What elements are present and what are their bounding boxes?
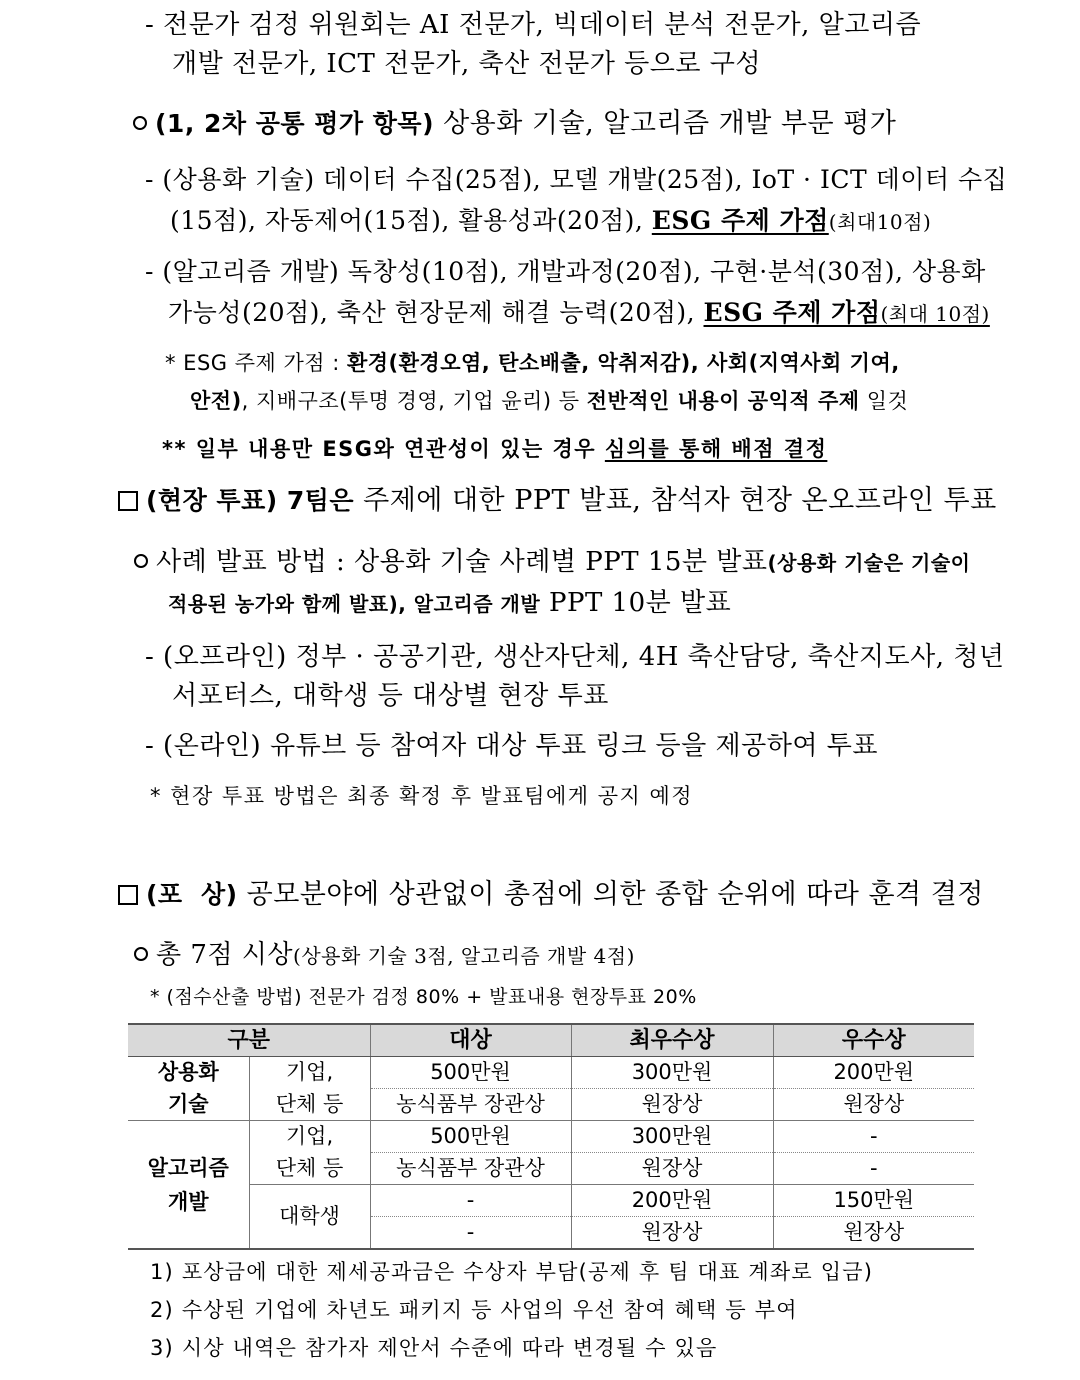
line-esg-note [165,346,900,380]
cell: 500만원 [370,1121,571,1153]
line-commercial-tech: - (상용화 기술) 데이터 수집(25점), 모델 개발(25점), IoT · ICT 데이터 수집 [145,165,1008,194]
sub-company-1: 기업, [249,1057,370,1089]
esg-bonus-max-2: (최대 10점) [880,302,990,326]
esg-note-safety: 안전) [190,389,242,413]
line-offline-cont: 서포터스, 대학생 등 대상별 현장 투표 [172,681,609,711]
esg-partial-underline: 심의를 통해 배점 결정 [604,437,828,461]
presentation-method-text: 사례 발표 방법 : 상용화 기술 사례별 PPT 15분 발표 [156,547,768,577]
line-esg-partial [162,432,827,466]
square-bullet-icon [118,885,138,905]
cat-algorithm-1: 알고리즘 [147,1155,229,1180]
section-onsite-vote-title: (현장 투표) 7팀은 [146,486,355,515]
cell: 농식품부 장관상 [370,1089,571,1121]
line-esg-note-cont [190,384,908,418]
footnote-3: 3) 시상 내역은 참가자 제안서 수준에 따라 변경될 수 있음 [150,1336,718,1360]
cell: 원장상 [773,1217,974,1250]
esg-note-governance: , 지배구조(투명 경영, 기업 윤리) 등 [241,389,587,413]
table-row [128,1153,974,1185]
cell: 200만원 [773,1057,974,1089]
table-row [128,1057,974,1089]
line-scoring-method: * (점수산출 방법) 전문가 검정 80% + 발표내용 현장투표 20% [150,986,697,1008]
total-awards-text: 총 7점 시상 [156,940,294,970]
presentation-algorithm-time: PPT 10분 발표 [540,588,732,618]
line-vote-note: * 현장 투표 방법은 최종 확정 후 발표팀에게 공지 예정 [150,784,694,808]
square-bullet-icon [118,491,138,511]
esg-note-end: 일것 [859,389,909,413]
section-award [118,878,984,912]
cell: 500만원 [370,1057,571,1089]
table-row [128,1185,974,1217]
line-common-criteria [133,107,896,141]
header-excellence: 최우수상 [571,1024,773,1057]
header-category: 구분 [128,1024,370,1057]
cell: - [370,1217,571,1250]
text-common-criteria: 상용화 기술, 알고리즘 개발 부문 평가 [434,108,897,139]
cell: 200만원 [571,1185,773,1217]
esg-note-public: 전반적인 내용이 공익적 주제 [586,389,860,413]
text-commercial-scores: (15점), 자동제어(15점), 활용성과(20점), [170,206,652,235]
sub-company-3: 기업, [249,1121,370,1153]
esg-note-bold: 환경(환경오염, 탄소배출, 악취저감), 사회(지역사회 기여, [346,351,900,375]
table-row [128,1089,974,1121]
prize-table [128,1023,974,1250]
header-merit: 우수상 [773,1024,974,1057]
esg-note-prefix: * ESG 주제 가점 : [165,351,347,375]
cell: 원장상 [571,1089,773,1121]
line-commercial-tech-cont [170,204,931,239]
line-expert-committee: - 전문가 검정 위원회는 AI 전문가, 빅데이터 분석 전문가, 알고리즘 [145,10,922,40]
sub-company-2: 단체 등 [249,1089,370,1121]
header-grand: 대상 [370,1024,571,1057]
sub-company-4: 단체 등 [249,1153,370,1185]
cell: - [773,1153,974,1185]
sub-university: 대학생 [249,1185,370,1250]
presentation-method-note: (상용화 기술은 기술이 [767,551,971,575]
line-online: - (온라인) 유튜브 등 참여자 대상 투표 링크 등을 제공하여 투표 [145,731,879,761]
line-algorithm: - (알고리즘 개발) 독창성(10점), 개발과정(20점), 구현·분석(30점), 상용화 [145,257,986,286]
esg-bonus-label: ESG 주제 가점 [651,206,829,235]
esg-bonus-label-2: ESG 주제 가점 [703,298,881,327]
footnote-1: 1) 포상금에 대한 제세공과금은 수상자 부담(공제 후 팀 대표 계좌로 입금) [150,1260,874,1284]
esg-bonus-max: (최대10점) [828,210,932,234]
table-row [128,1121,974,1153]
cell: 원장상 [773,1089,974,1121]
section-onsite-vote [118,484,997,518]
total-awards-detail: (상용화 기술 3점, 알고리즘 개발 4점) [293,944,635,968]
cell: 150만원 [773,1185,974,1217]
text-algorithm-scores: 가능성(20점), 축산 현장문제 해결 능력(20점), [168,298,704,327]
cell: 농식품부 장관상 [370,1153,571,1185]
line-presentation-method-cont [168,586,731,621]
label-common-criteria: (1, 2차 공통 평가 항목) [155,109,435,138]
cell: - [370,1185,571,1217]
cat-algorithm-2: 개발 [167,1189,209,1214]
circle-bullet-icon [134,554,148,568]
line-total-awards [134,938,635,973]
line-algorithm-cont [168,296,990,331]
cell: 원장상 [571,1153,773,1185]
table-header-row [128,1024,974,1057]
line-presentation-method [134,545,970,580]
cell: - [773,1121,974,1153]
circle-bullet-icon [134,947,148,961]
cell: 300만원 [571,1057,773,1089]
circle-bullet-icon [133,116,147,130]
cell: 300만원 [571,1121,773,1153]
footnote-2: 2) 수상된 기업에 차년도 패키지 등 사업의 우선 참여 혜택 등 부여 [150,1298,798,1322]
cat-commercial-1: 상용화 [157,1060,219,1085]
line-offline: - (오프라인) 정부 · 공공기관, 생산자단체, 4H 축산담당, 축산지도사, 청년 [145,642,1005,672]
line-expert-committee-cont: 개발 전문가, ICT 전문가, 축산 전문가 등으로 구성 [172,49,761,79]
cat-commercial-2: 기술 [128,1089,249,1121]
section-award-title: (포 상) [146,880,238,909]
cat-algorithm [128,1121,249,1250]
cell: 원장상 [571,1217,773,1250]
presentation-method-note-cont: 적용된 농가와 함께 발표), 알고리즘 개발 [168,592,541,616]
section-award-text: 공모분야에 상관없이 총점에 의한 종합 순위에 따라 훈격 결정 [237,879,984,910]
esg-partial-text: ** 일부 내용만 ESG와 연관성이 있는 경우 [162,437,605,461]
section-onsite-vote-text: 주제에 대한 PPT 발표, 참석자 현장 온오프라인 투표 [354,485,997,516]
